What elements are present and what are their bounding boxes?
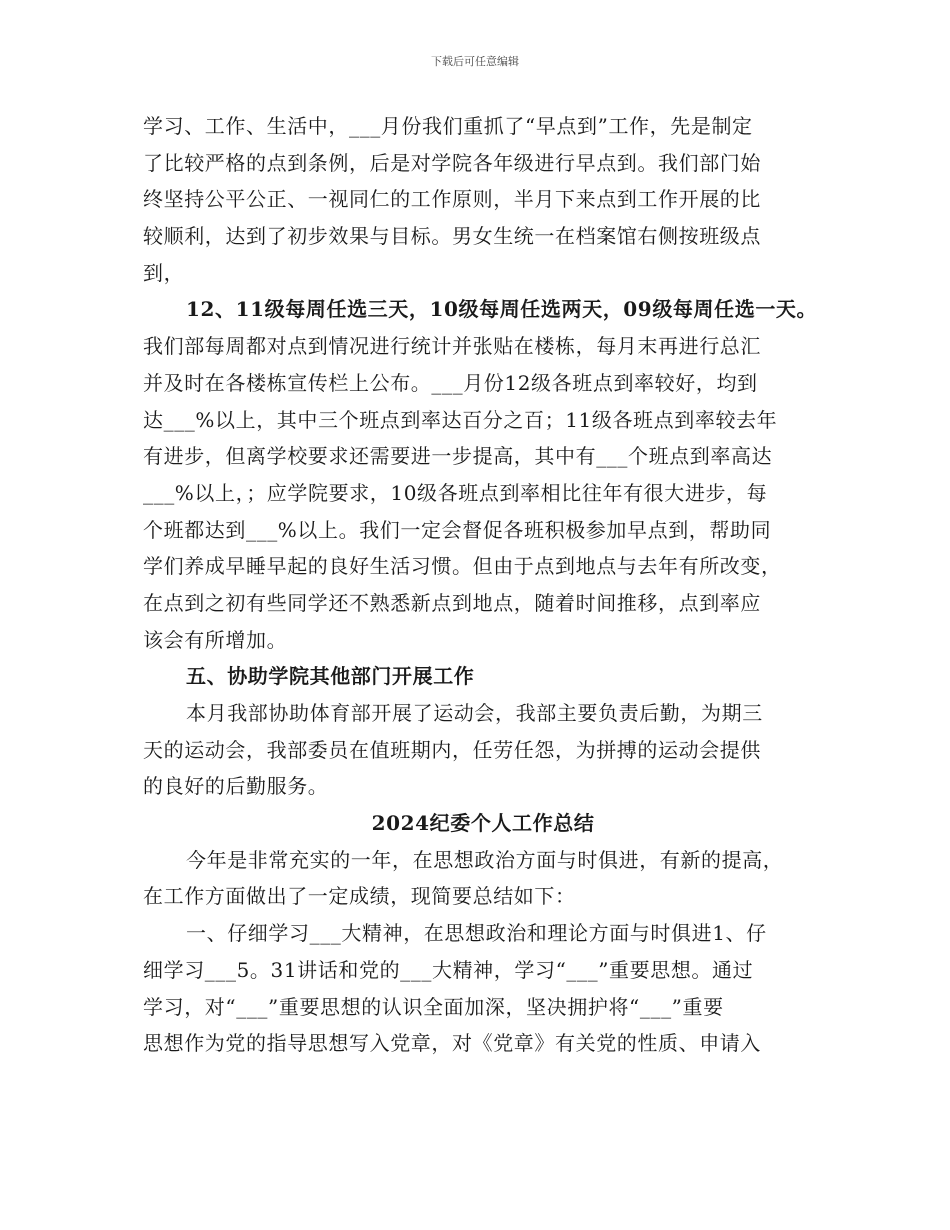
body-line: 并及时在各楼栋宣传栏上公布。___月份12级各班点到率较好，均到: [143, 370, 758, 395]
body-line: 较顺利，达到了初步效果与目标。男女生统一在档案馆右侧按班级点: [143, 224, 761, 249]
body-line: 该会有所增加。: [143, 627, 288, 652]
document-title: 2024纪委个人工作总结: [371, 811, 595, 836]
page-header: 下载后可任意编辑: [431, 55, 519, 68]
body-line: 细学习___5。31讲话和党的___大精神，学习“___”重要思想。通过: [143, 957, 754, 982]
body-line: 思想作为党的指导思想写入党章，对《党章》有关党的性质、申请入: [143, 1031, 761, 1056]
section-heading: 五、协助学院其他部门开展工作: [186, 664, 475, 689]
body-line: 达___%以上，其中三个班点到率达百分之百；11级各班点到率较去年: [143, 407, 778, 432]
body-line: 了比较严格的点到条例，后是对学院各年级进行早点到。我们部门始: [143, 150, 761, 175]
body-line: 一、仔细学习___大精神，在思想政治和理论方面与时俱进1、仔: [186, 921, 767, 946]
body-line: 学们养成早睡早起的良好生活习惯。但由于点到地点与去年有所改变，: [143, 554, 782, 579]
body-line: 在工作方面做出了一定成绩，现简要总结如下：: [143, 884, 576, 909]
body-line: 在点到之初有些同学还不熟悉新点到地点，随着时间推移，点到率应: [143, 590, 761, 615]
document-body: [143, 108, 823, 1062]
body-line: 有进步，但离学校要求还需要进一步提高，其中有___个班点到率高达: [143, 444, 773, 469]
body-line: 的良好的后勤服务。: [143, 774, 329, 799]
body-line: 天的运动会，我部委员在值班期内，任劳任怨，为拼搏的运动会提供: [143, 737, 761, 762]
body-line: 今年是非常充实的一年，在思想政治方面与时俱进，有新的提高，: [186, 847, 784, 872]
bold-line: 12、11级每周任选三天，10级每周任选两天，09级每周任选一天。: [186, 297, 818, 322]
body-line: 个班都达到___%以上。我们一定会督促各班积极参加早点到，帮助同: [143, 517, 772, 542]
body-line: 终坚持公平公正、一视同仁的工作原则，半月下来点到工作开展的比: [143, 187, 761, 212]
body-line: 到，: [143, 260, 185, 285]
body-line: 学习，对“___”重要思想的认识全面加深，坚决拥护将“___”重要: [143, 994, 724, 1019]
body-line: 我们部每周都对点到情况进行统计并张贴在楼栋，每月末再进行总汇: [143, 334, 761, 359]
body-line: ___%以上，；应学院要求，10级各班点到率相比往年有很大进步，每: [143, 480, 768, 505]
body-line: 本月我部协助体育部开展了运动会，我部主要负责后勤，为期三: [186, 701, 763, 725]
body-line: 学习、工作、生活中，___月份我们重抓了“早点到”工作，先是制定: [143, 114, 753, 138]
